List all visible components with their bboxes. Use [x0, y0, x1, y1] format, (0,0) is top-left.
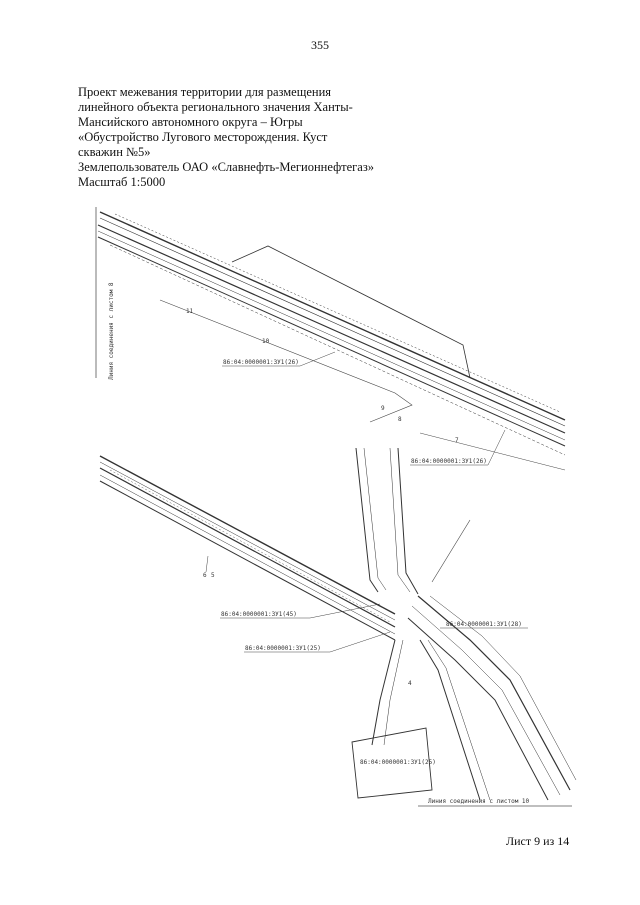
leader-line — [432, 520, 470, 582]
point-label: 10 — [262, 338, 270, 345]
point-label: 8 — [398, 416, 402, 423]
map-fragment-top — [96, 207, 565, 470]
leader-line — [310, 604, 380, 618]
point-label: 11 — [186, 308, 194, 315]
header-line: скважин №5» — [78, 145, 151, 159]
header-line: линейного объекта регионального значения Ханты- — [78, 100, 353, 114]
page-number: 355 — [311, 38, 329, 52]
header-line: Проект межевания территории для размещения — [78, 85, 332, 99]
leader-line — [488, 430, 505, 465]
point-label: 6 — [203, 572, 207, 579]
parcel-label: 86:04:0000001:3У1(25) — [360, 759, 436, 766]
parcel-label: 86:04:0000001:3У1(45) — [221, 611, 297, 618]
match-line-label-bottom: Линия соединения с листом 10 — [428, 798, 530, 805]
point-label: 9 — [381, 405, 385, 412]
scale-line: Масштаб 1:5000 — [78, 175, 166, 189]
leader-line — [206, 556, 208, 572]
match-line-label-top: Линия соединения с листом 8 — [108, 282, 115, 380]
leader-line — [330, 632, 390, 652]
road-north — [356, 448, 418, 594]
point-label: 4 — [408, 680, 412, 687]
parcel-label: 86:04:0000001:3У1(26) — [223, 359, 299, 366]
point-label: 5 — [211, 572, 215, 579]
parcel-label: 86:04:0000001:3У1(25) — [245, 645, 321, 652]
parcel-label: 86:04:0000001:3У1(28) — [446, 621, 522, 628]
point-label: 7 — [455, 437, 459, 444]
header-line: Землепользователь ОАО «Славнефть-Мегионнефтегаз» — [78, 160, 375, 174]
header-line: Мансийского автономного округа – Югры — [78, 115, 303, 129]
header-line: «Обустройство Лугового месторождения. Куст — [78, 130, 328, 144]
sheet-label: Лист 9 из 14 — [506, 834, 570, 848]
road-corridor-top — [98, 212, 565, 455]
leader-line — [300, 352, 335, 366]
parcel-label: 86:04:0000001:3У1(26) — [411, 458, 487, 465]
map-fragment-bottom — [100, 448, 576, 806]
